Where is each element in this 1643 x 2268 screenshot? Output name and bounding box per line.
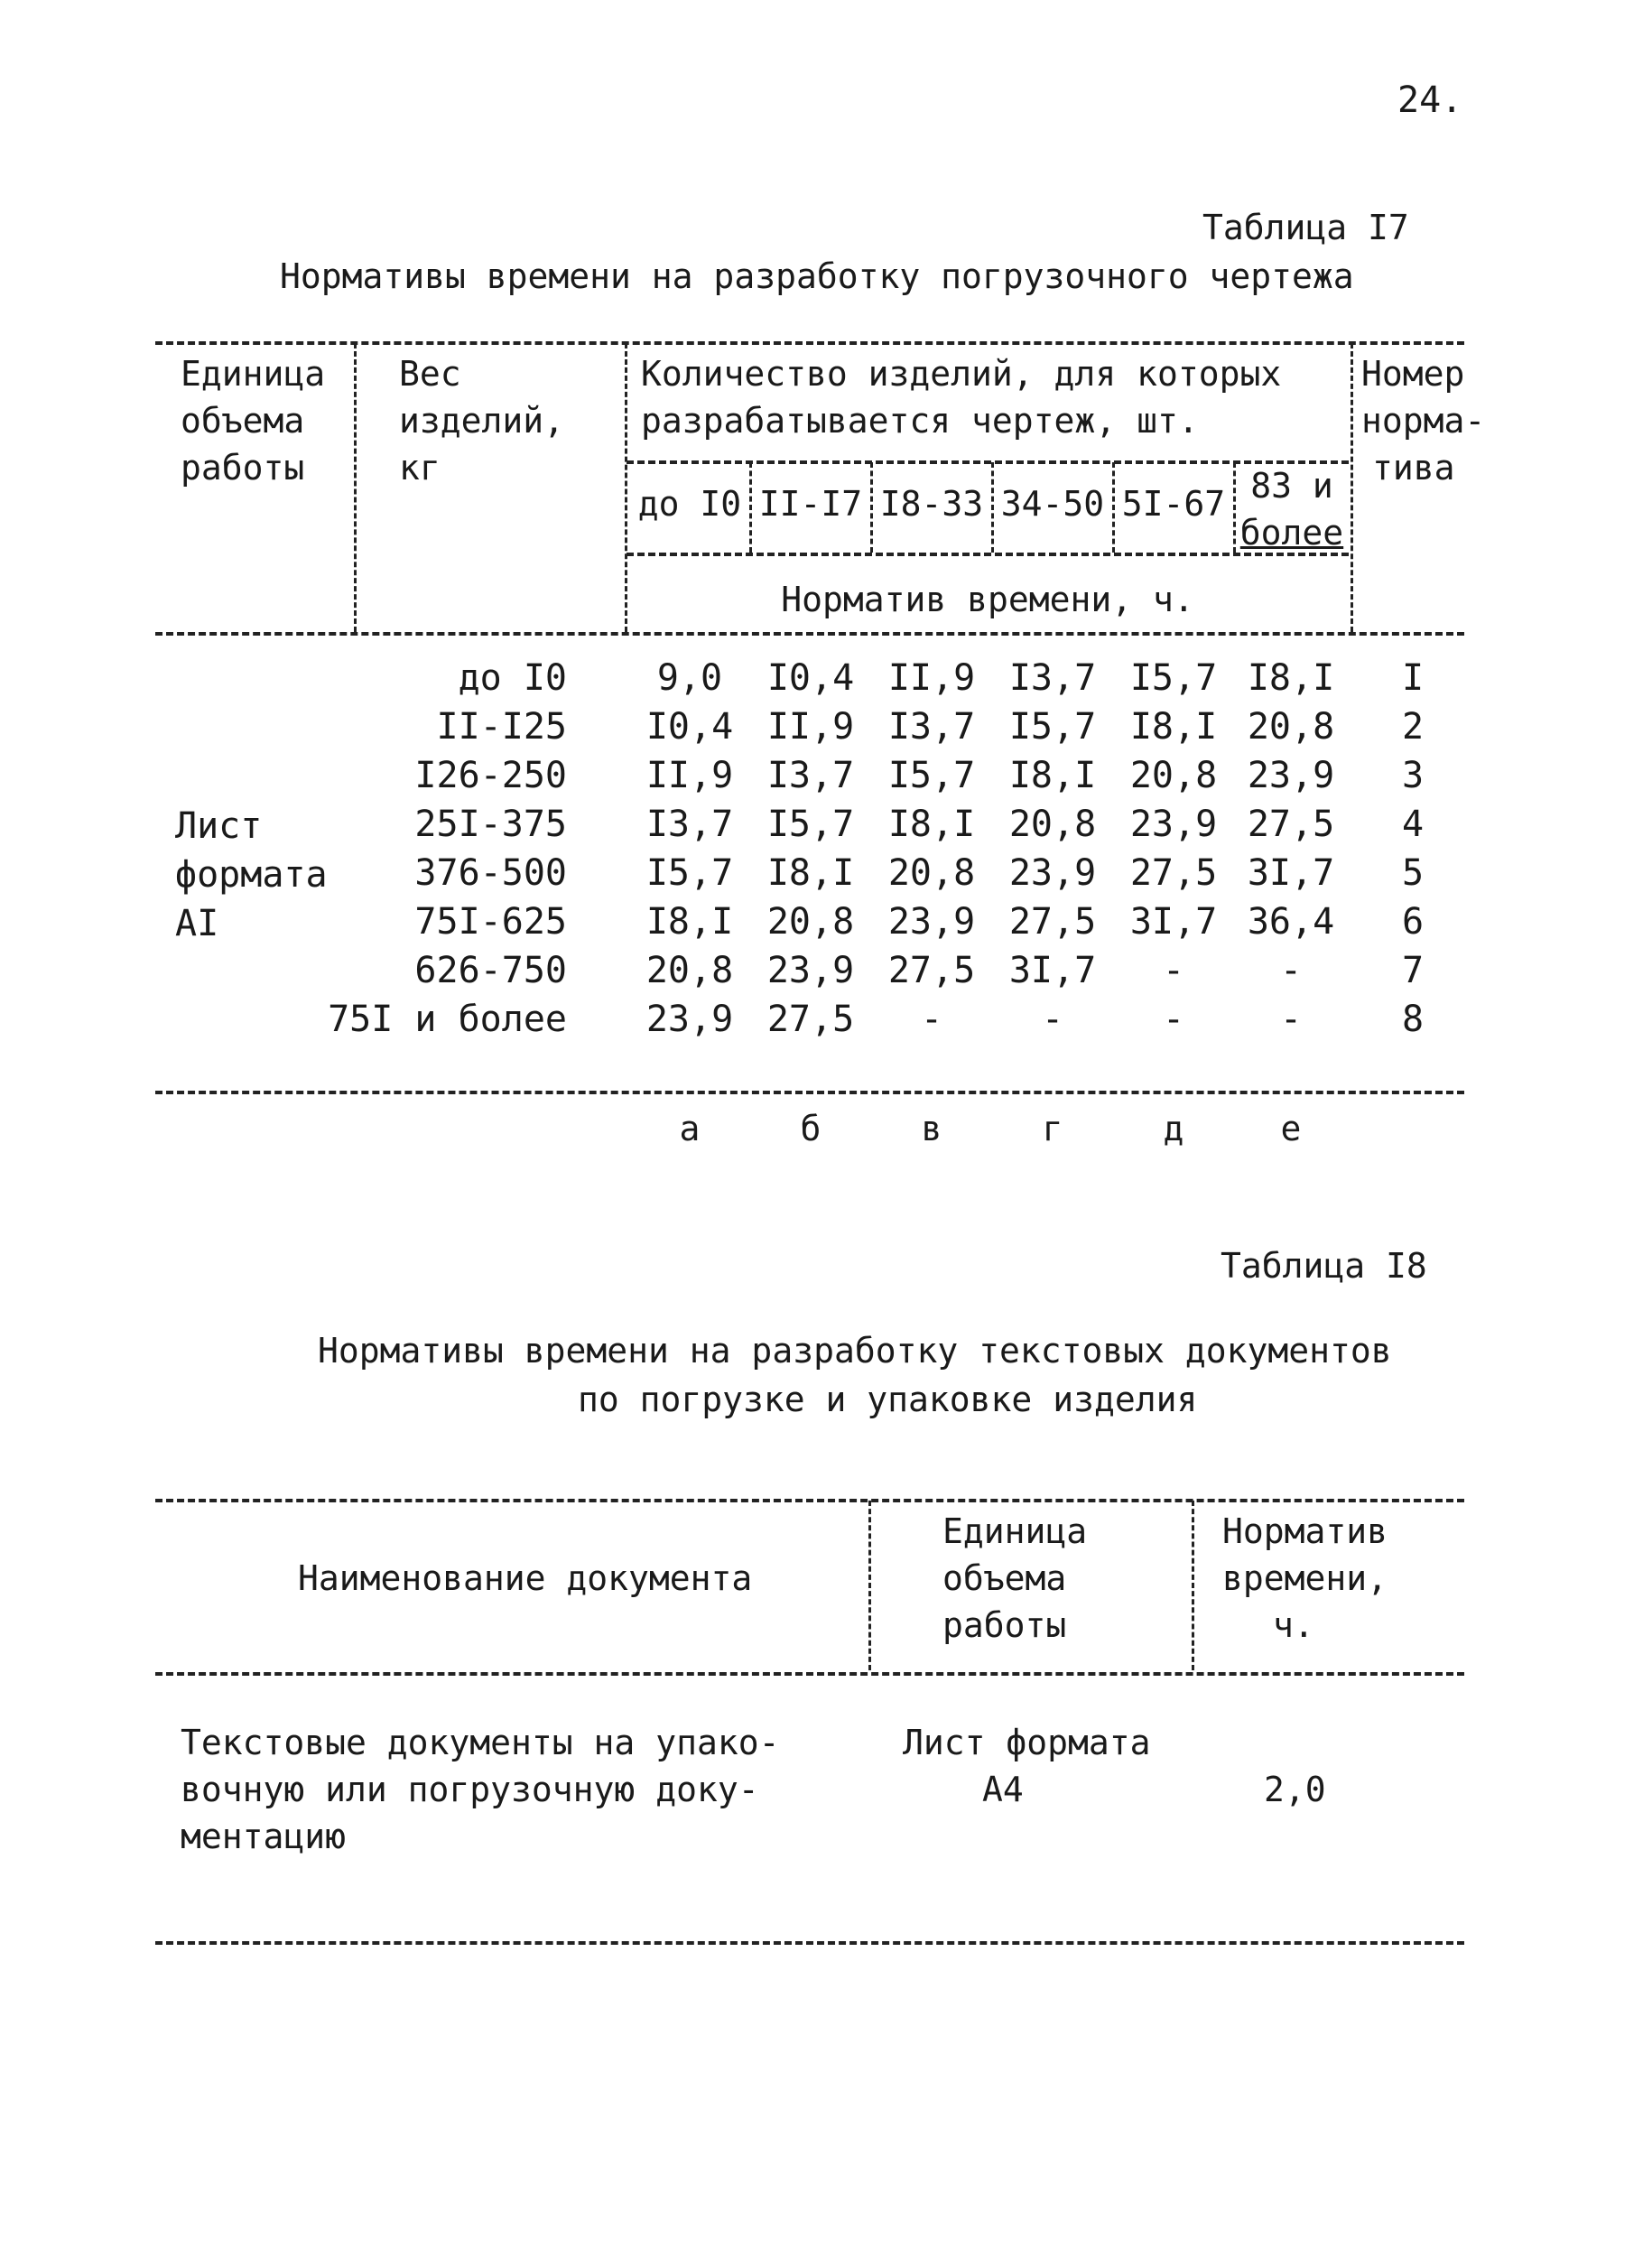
time-value-cell: 23,9 — [1008, 852, 1097, 894]
table18-title-line2: по погрузке и упаковке изделия — [578, 1380, 1198, 1419]
header-quantity-line2: разрабатывается чертеж, шт. — [641, 401, 1199, 441]
header-unit-line1: Единица — [181, 354, 326, 394]
column-letter: е — [1280, 1109, 1302, 1148]
unit-value-line1: Лист — [175, 805, 263, 847]
header-time-norm: Норматив времени, ч. — [781, 580, 1194, 619]
table17-body-bottom-rule — [155, 1091, 1464, 1094]
page-number: 24. — [1397, 79, 1463, 121]
table18-header-norm-line1: Норматив — [1222, 1511, 1388, 1551]
table17-col-divider-1 — [354, 343, 357, 632]
time-value-cell: 9,0 — [656, 657, 723, 699]
table18-top-rule — [155, 1499, 1464, 1502]
norm-number-cell: 7 — [1401, 950, 1425, 991]
table17-subheader-top-rule — [627, 460, 1349, 464]
time-value-cell: 27,5 — [1129, 852, 1218, 894]
weight-cell: II-I25 — [436, 706, 567, 748]
header-weight-line2: изделий, — [399, 401, 565, 441]
time-value-cell: I8,I — [1008, 755, 1097, 796]
weight-cell: 75I и более — [328, 999, 567, 1040]
column-letter: а — [679, 1109, 701, 1148]
table18-col-divider-2 — [1192, 1501, 1194, 1670]
time-value-cell: 23,9 — [1247, 755, 1335, 796]
weight-cell: 626-750 — [414, 950, 567, 991]
time-value-cell: I8,I — [645, 901, 734, 943]
time-value-cell: 23,9 — [766, 950, 855, 991]
norm-number-cell: 5 — [1401, 852, 1425, 894]
time-value-cell: I3,7 — [1008, 657, 1097, 699]
time-value-cell: II,9 — [645, 755, 734, 796]
time-value-cell: - — [1041, 999, 1064, 1040]
time-value-cell: 27,5 — [766, 999, 855, 1040]
table18-title-line1: Нормативы времени на разработку текстовых документов — [318, 1331, 1392, 1371]
table18-header-bottom-rule — [155, 1672, 1464, 1676]
column-letter: д — [1163, 1109, 1184, 1148]
table18-row-unit-line2: А4 — [982, 1770, 1024, 1809]
time-value-cell: I5,7 — [1008, 706, 1097, 748]
table18-row-unit-line1: Лист формата — [903, 1723, 1151, 1762]
table18-col-divider-1 — [868, 1501, 871, 1670]
time-value-cell: 27,5 — [1008, 901, 1097, 943]
table18-row-name-line2: вочную или погрузочную доку- — [181, 1770, 759, 1809]
time-value-cell: I5,7 — [1129, 657, 1218, 699]
header-col-b: II-I7 — [758, 484, 863, 524]
weight-cell: 75I-625 — [414, 901, 567, 943]
table18-bottom-rule — [155, 1941, 1464, 1945]
header-weight-line1: Вес — [399, 354, 461, 394]
table18-row-norm: 2,0 — [1264, 1770, 1326, 1809]
time-value-cell: II,9 — [766, 706, 855, 748]
header-col-f-line1: 83 и — [1250, 466, 1333, 506]
header-col-f-line2: более — [1239, 513, 1344, 553]
table17-col-divider-3 — [1351, 343, 1353, 632]
weight-cell: 25I-375 — [414, 804, 567, 845]
table17-header-bottom-rule — [155, 632, 1464, 636]
time-value-cell: 23,9 — [645, 999, 734, 1040]
norm-number-cell: I — [1401, 657, 1425, 699]
norm-number-cell: 3 — [1401, 755, 1425, 796]
table18-header-unit-line3: работы — [942, 1605, 1067, 1645]
table18-row-name-line3: ментацию — [181, 1817, 347, 1856]
time-value-cell: I5,7 — [887, 755, 976, 796]
time-value-cell: 23,9 — [887, 901, 976, 943]
time-value-cell: 20,8 — [766, 901, 855, 943]
table18-header-norm-line2: времени, — [1222, 1558, 1388, 1598]
table17-title: Нормативы времени на разработку погрузочного чертежа — [280, 256, 1354, 296]
unit-value-line2: формата — [175, 854, 328, 896]
header-normno-line2: норма- — [1361, 401, 1486, 441]
time-value-cell: - — [1162, 999, 1185, 1040]
header-unit-line2: объема — [181, 401, 305, 441]
time-value-cell: I0,4 — [645, 706, 734, 748]
unit-value-line3: AI — [175, 903, 219, 944]
time-value-cell: 20,8 — [887, 852, 976, 894]
table18-header-unit-line2: объема — [942, 1558, 1067, 1598]
column-letter: в — [921, 1109, 942, 1148]
time-value-cell: I0,4 — [766, 657, 855, 699]
table18-header-norm-line3: ч. — [1273, 1605, 1314, 1645]
time-value-cell: 20,8 — [1008, 804, 1097, 845]
time-value-cell: I8,I — [887, 804, 976, 845]
table18-header-name: Наименование документа — [298, 1558, 753, 1598]
header-weight-line3: кг — [399, 448, 441, 488]
time-value-cell: 23,9 — [1129, 804, 1218, 845]
time-value-cell: I3,7 — [645, 804, 734, 845]
time-value-cell: 20,8 — [645, 950, 734, 991]
time-value-cell: 3I,7 — [1008, 950, 1097, 991]
table18-row-name-line1: Текстовые документы на упако- — [181, 1723, 780, 1762]
norm-number-cell: 8 — [1401, 999, 1425, 1040]
time-value-cell: 3I,7 — [1247, 852, 1335, 894]
header-normno-line3: тива — [1372, 448, 1455, 488]
table17-label: Таблица I7 — [1202, 208, 1409, 247]
time-value-cell: II,9 — [887, 657, 976, 699]
header-normno-line1: Номер — [1361, 354, 1465, 394]
column-letter: б — [800, 1109, 822, 1148]
time-value-cell: 27,5 — [1247, 804, 1335, 845]
time-value-cell: I8,I — [766, 852, 855, 894]
time-value-cell: 3I,7 — [1129, 901, 1218, 943]
column-letter: г — [1042, 1109, 1063, 1148]
header-col-a: до I0 — [637, 484, 742, 524]
time-value-cell: I5,7 — [645, 852, 734, 894]
time-value-cell: - — [1279, 999, 1303, 1040]
weight-cell: до I0 — [458, 657, 567, 699]
time-value-cell: - — [1279, 950, 1303, 991]
header-unit-line3: работы — [181, 448, 305, 488]
time-value-cell: 36,4 — [1247, 901, 1335, 943]
time-value-cell: I8,I — [1247, 657, 1335, 699]
time-value-cell: I5,7 — [766, 804, 855, 845]
norm-number-cell: 6 — [1401, 901, 1425, 943]
table18-label: Таблица I8 — [1221, 1246, 1427, 1286]
table17-subheader-bottom-rule — [627, 553, 1349, 556]
header-col-d: 34-50 — [1000, 484, 1105, 524]
time-value-cell: I3,7 — [766, 755, 855, 796]
header-col-e: 5I-67 — [1121, 484, 1226, 524]
norm-number-cell: 4 — [1401, 804, 1425, 845]
header-col-c: I8-33 — [879, 484, 984, 524]
norm-number-cell: 2 — [1401, 706, 1425, 748]
table17-top-rule — [155, 341, 1464, 345]
time-value-cell: I8,I — [1129, 706, 1218, 748]
header-quantity-line1: Количество изделий, для которых — [641, 354, 1282, 394]
time-value-cell: - — [1162, 950, 1185, 991]
time-value-cell: 27,5 — [887, 950, 976, 991]
time-value-cell: I3,7 — [887, 706, 976, 748]
time-value-cell: - — [920, 999, 943, 1040]
weight-cell: I26-250 — [414, 755, 567, 796]
time-value-cell: 20,8 — [1129, 755, 1218, 796]
weight-cell: 376-500 — [414, 852, 567, 894]
table18-header-unit-line1: Единица — [942, 1511, 1088, 1551]
time-value-cell: 20,8 — [1247, 706, 1335, 748]
